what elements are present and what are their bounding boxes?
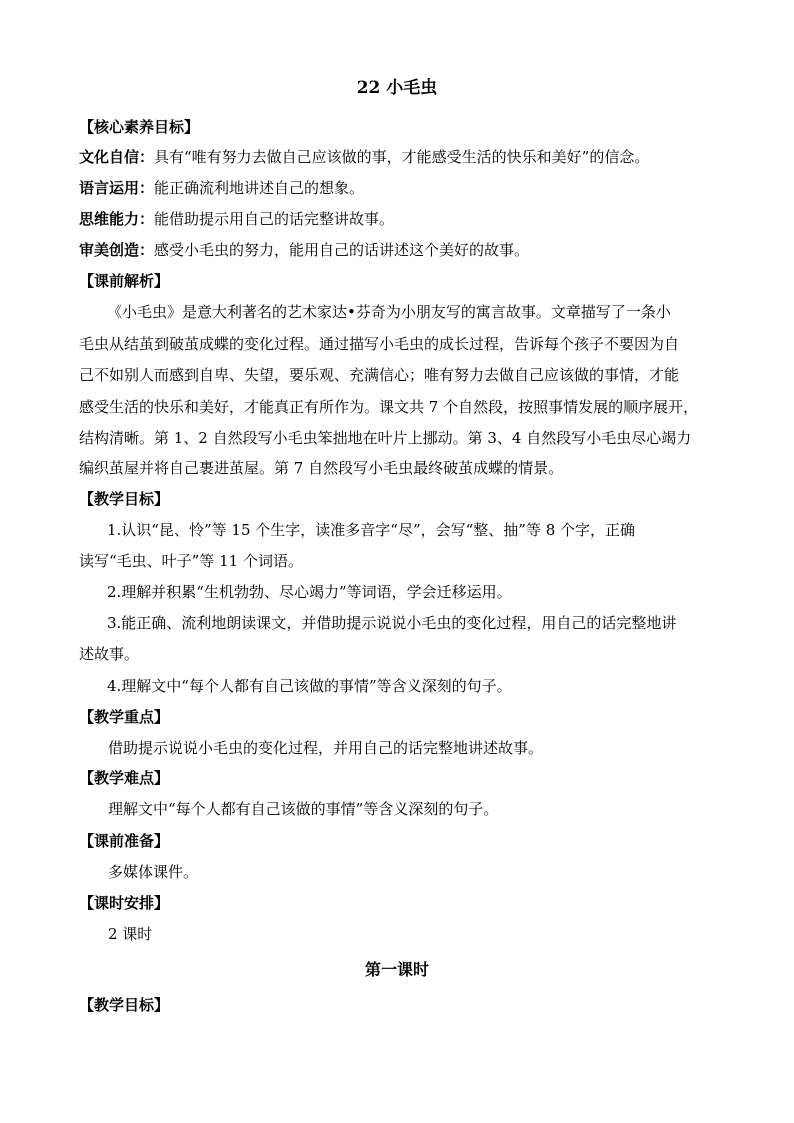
goal-label: 语言运用： [79,179,155,197]
goal-label: 思维能力： [79,210,155,228]
first-lesson-title: 第一课时 [364,960,429,979]
difficulties-heading: 【教学难点】 [79,769,170,787]
first-lesson-goals-heading: 【教学目标】 [79,996,170,1014]
analysis-line: 己不如别人而感到自卑、失望，要乐观、充满信心；唯有努力去做自己应该做的事情，才能 [79,366,680,384]
goal-aesthetic [79,239,719,261]
key-points-heading: 【教学重点】 [79,708,170,726]
teaching-goal-line: 3.能正确、流利地朗读课文，并借助提示说说小毛虫的变化过程，用自己的话完整地讲 [107,614,677,632]
analysis-line: 《小毛虫》是意大利著名的艺术家达•芬奇为小朋友写的寓言故事。文章描写了一条小 [107,303,671,321]
analysis-line: 结构清晰。第 1、2 自然段写小毛虫笨拙地在叶片上挪动。第 3、4 自然段写小毛虫尽心竭力 [79,429,692,447]
teaching-goals-heading: 【教学目标】 [79,490,170,508]
teaching-goal-line: 2.理解并积累“生机勃勃、尽心竭力”等词语，学会迁移运用。 [107,583,512,601]
teaching-goal-line: 读写“毛虫、叶子”等 11 个词语。 [79,552,303,570]
lesson-title: 22 小毛虫 [356,78,438,98]
analysis-heading: 【课前解析】 [79,272,170,290]
schedule-heading: 【课时安排】 [79,894,170,912]
goal-label: 审美创造： [79,241,155,259]
goal-text: 感受小毛虫的努力，能用自己的话讲述这个美好的故事。 [154,241,530,259]
preparation-heading: 【课前准备】 [79,832,170,850]
schedule-text: 2 课时 [108,925,153,943]
goal-thinking [79,208,719,230]
analysis-line: 编织茧屋并将自己裹进茧屋。第 7 自然段写小毛虫最终破茧成蝶的情景。 [79,459,564,477]
core-goals-heading: 【核心素养目标】 [79,118,200,136]
analysis-line: 感受生活的快乐和美好，才能真正有所作为。课文共 7 个自然段，按照事情发展的顺序展开， [79,398,699,416]
preparation-text: 多媒体课件。 [108,863,199,881]
teaching-goal-line: 述故事。 [79,645,140,663]
teaching-goal-line: 1.认识“昆、怜”等 15 个生字，读准多音字“尽”，会写“整、抽”等 8 个字，正确 [107,521,636,539]
teaching-goal-line: 4.理解文中“每个人都有自己该做的事情”等含义深刻的句子。 [107,677,512,695]
goal-text: 能借助提示用自己的话完整讲故事。 [154,210,395,228]
analysis-line: 毛虫从结茧到破茧成蝶的变化过程。通过描写小毛虫的成长过程，告诉每个孩子不要因为自 [79,335,680,353]
goal-culture [79,146,719,168]
goal-text: 能正确流利地讲述自己的想象。 [154,179,365,197]
key-points-text: 借助提示说说小毛虫的变化过程，并用自己的话完整地讲述故事。 [108,739,544,757]
goal-language [79,177,719,199]
difficulties-text: 理解文中“每个人都有自己该做的事情”等含义深刻的句子。 [108,800,499,818]
goal-text: 具有“唯有努力去做自己应该做的事，才能感受生活的快乐和美好”的信念。 [154,148,650,166]
goal-label: 文化自信： [79,148,155,166]
